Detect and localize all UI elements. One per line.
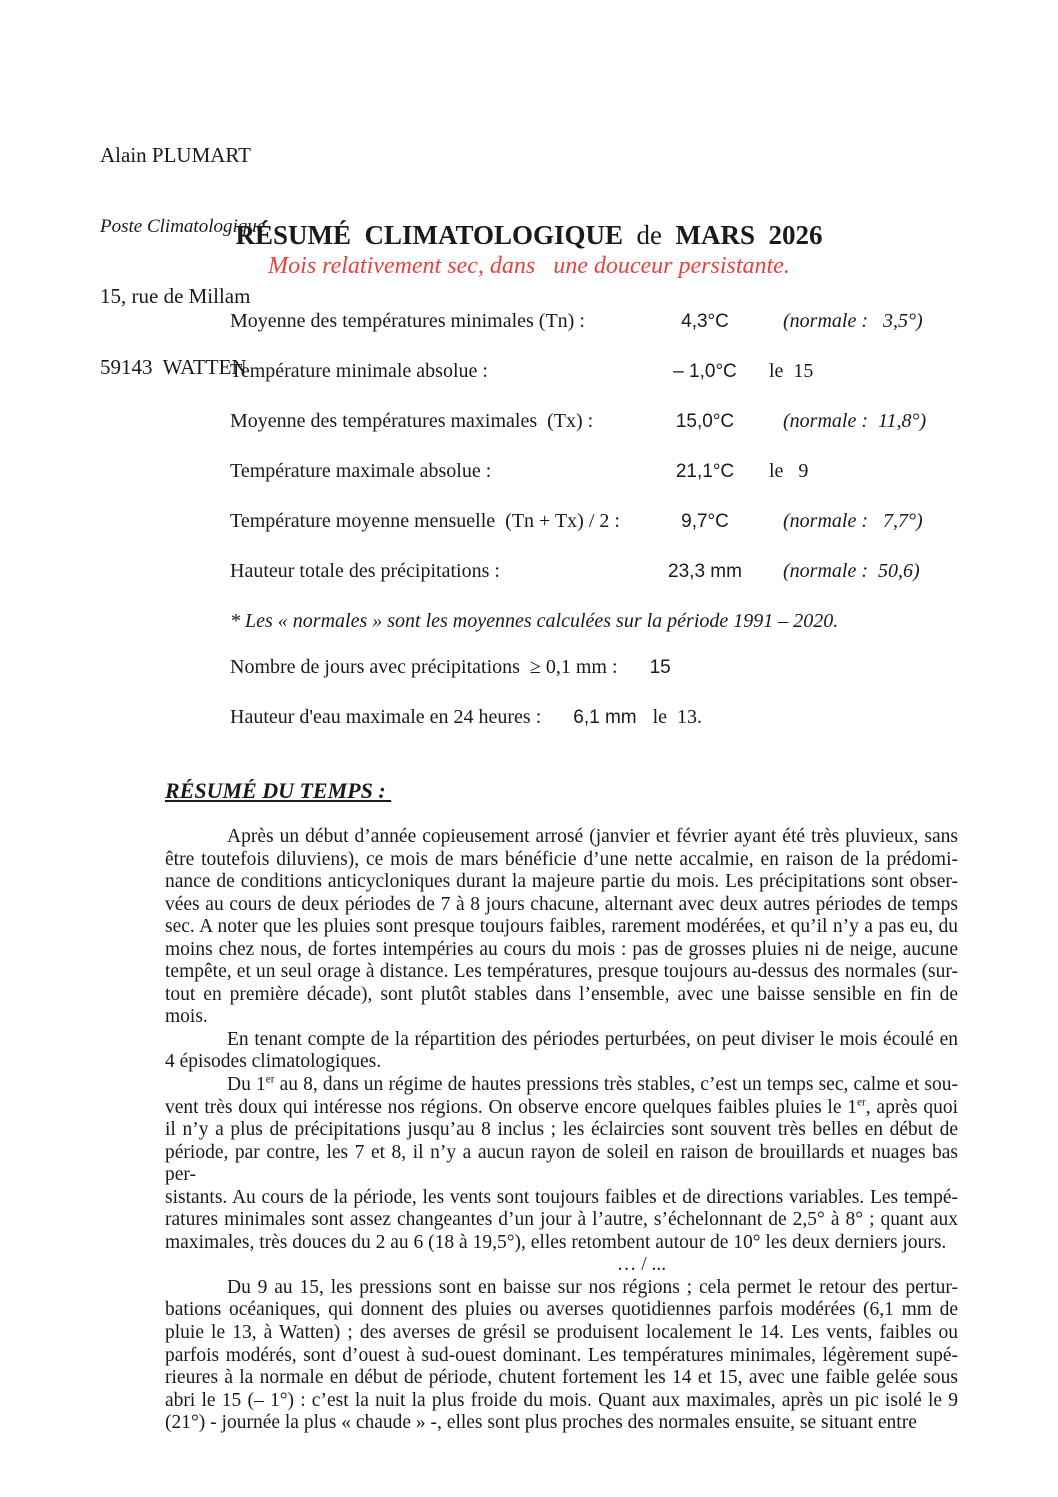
metrics-table [230,310,926,610]
metric-value: 15 [649,657,671,678]
metric-normale: (normale : 7,7°) [783,510,923,532]
metric-row [230,460,926,510]
metric-normale: (normale : 50,6) [783,560,920,582]
body-line: il n’y a plus de précipitations jusqu’au 8 inclus ; les éclaircies sont souvent très belles en début de [165,1119,958,1141]
metric-label: Hauteur d'eau maximale en 24 heures : [230,706,542,728]
normals-note: * Les « normales » sont les moyennes calculées sur la période 1991 – 2020. [230,610,839,632]
metric-value: 15,0°C [675,411,735,432]
metric-row [230,656,702,706]
body-line: rieures à la normale en début de période, chutent fortement les 14 et 15, avec une faible gelée sous [165,1367,958,1389]
metric-label: Nombre de jours avec précipitations ≥ 0,1 mm : [230,656,618,678]
metric-label: Température moyenne mensuelle (Tn + Tx) / 2 : [230,510,620,532]
body-line: ratures minimales sont assez changeantes d’un jour à l’autre, s’échelonnant de 2,5° à 8° ; quant aux [165,1209,958,1231]
metric-label: Température minimale absolue : [230,360,488,382]
body-line: pluie le 13, à Watten) ; des averses de grésil se produisent localement le 14. Les vents, faibles ou [165,1322,958,1344]
body-line: vées au cours de deux périodes de 7 à 8 jours chacune, alternant avec deux autres périodes de temps [165,893,958,915]
metric-value: 23,3 mm [668,561,742,582]
sender-address-street: 15, rue de Millam [100,284,251,308]
sender-name: Alain PLUMART [100,143,251,167]
weather-summary-text [165,826,958,1435]
body-line: nance de conditions anticycloniques durant la majeure partie du mois. Les précipitations sont obser- [165,871,958,893]
body-line: En tenant compte de la répartition des périodes perturbées, on peut diviser le mois écoulé en [227,1028,958,1050]
extra-metrics-table [230,656,702,756]
body-line: bations océaniques, qui donnent des pluies ou averses quotidiennes parfois modérées (6,1 mm de [165,1299,958,1321]
metric-value: – 1,0°C [673,361,737,382]
paragraph [165,1074,958,1254]
body-line: Du 1er au 8, dans un régime de hautes pressions très stables, c’est un temps sec, calme et sou- [227,1073,958,1096]
title-part-2: de [623,220,676,250]
metric-row [230,310,926,360]
body-line: Après un début d’année copieusement arrosé (janvier et février ayant été très pluvieux, sans [227,826,958,847]
page-continuation-mark: … / ... [616,1254,667,1276]
metric-value: 6,1 mm [573,707,637,728]
metric-label: Moyenne des températures maximales (Tx) : [230,410,594,432]
body-line: tempête, et un seul orage à distance. Les températures, presque toujours au-dessus des normales (sur- [165,961,958,983]
metric-row [230,706,702,756]
metric-date: le 13. [652,706,703,728]
page-subtitle: Mois relativement sec, dans une douceur persistante. [268,253,790,279]
body-line: abri le 15 (– 1°) : c’est la nuit la plus froide du mois. Quant aux maximales, après un pic isolé le 9 [165,1389,958,1411]
metric-value: 4,3°C [681,311,729,332]
metric-normale: (normale : 11,8°) [783,410,927,432]
body-line: sistants. Au cours de la période, les vents sont toujours faibles et de directions variables. Les tempé- [165,1186,958,1208]
metric-label: Température maximale absolue : [230,460,492,482]
sender-address-city: 59143 WATTEN [100,354,247,379]
page-title [0,220,1058,251]
paragraph [165,826,958,1029]
body-line: être toutefois diluviens), ce mois de mars bénéficie d’une nette accalmie, en raison de la prédomi- [165,848,958,870]
sender-role: Poste Climatologique [100,215,266,237]
body-line: 4 épisodes climatologiques. [165,1051,382,1073]
metric-row [230,560,926,610]
metric-row [230,510,926,560]
body-line: moins chez nous, de fortes intempéries au cours du mois : pas de grosses pluies ni de neige, aucune [165,938,958,960]
metric-label: Hauteur totale des précipitations : [230,560,500,582]
paragraph [165,1029,958,1074]
body-line: Du 9 au 15, les pressions sont en baisse sur nos régions ; cela permet le retour des pertur- [227,1276,958,1298]
metric-label: Moyenne des températures minimales (Tn) : [230,310,585,332]
metric-date: le 9 [769,460,809,482]
metric-value: 21,1°C [675,461,735,482]
title-part-3: MARS 2026 [675,220,823,250]
body-line: tout en première décade), sont plutôt stables dans l’ensemble, avec une baisse sensible en fin de mois. [165,983,958,1028]
metric-row [230,410,926,460]
metric-normale: (normale : 3,5°) [783,310,923,332]
body-line: parfois modérés, sont d’ouest à sud-ouest dominant. Les températures minimales, légèrement supé- [165,1344,958,1366]
metric-date: le 15 [769,360,814,382]
section-heading: RÉSUMÉ DU TEMPS : [165,778,392,803]
paragraph [165,1277,958,1435]
body-line: (21°) - journée la plus « chaude » -, elles sont plus proches des normales ensuite, se situant entre [165,1412,917,1434]
title-part-1: RÉSUMÉ CLIMATOLOGIQUE [235,220,624,250]
metric-value: 9,7°C [681,511,729,532]
metric-row [230,360,926,410]
body-line: maximales, très douces du 2 au 6 (18 à 19,5°), elles retombent autour de 10° les deux derniers jours. [165,1231,947,1253]
body-line: période, par contre, les 7 et 8, il n’y a aucun rayon de soleil en raison de brouillards et nuages bas per- [165,1141,958,1186]
body-line: sec. A noter que les pluies sont presque toujours faibles, rarement modérées, et qu’il n’y a pas eu, du [165,916,958,938]
body-line: vent très doux qui intéresse nos régions. On observe encore quelques faibles pluies le 1er, après quoi [165,1096,959,1118]
